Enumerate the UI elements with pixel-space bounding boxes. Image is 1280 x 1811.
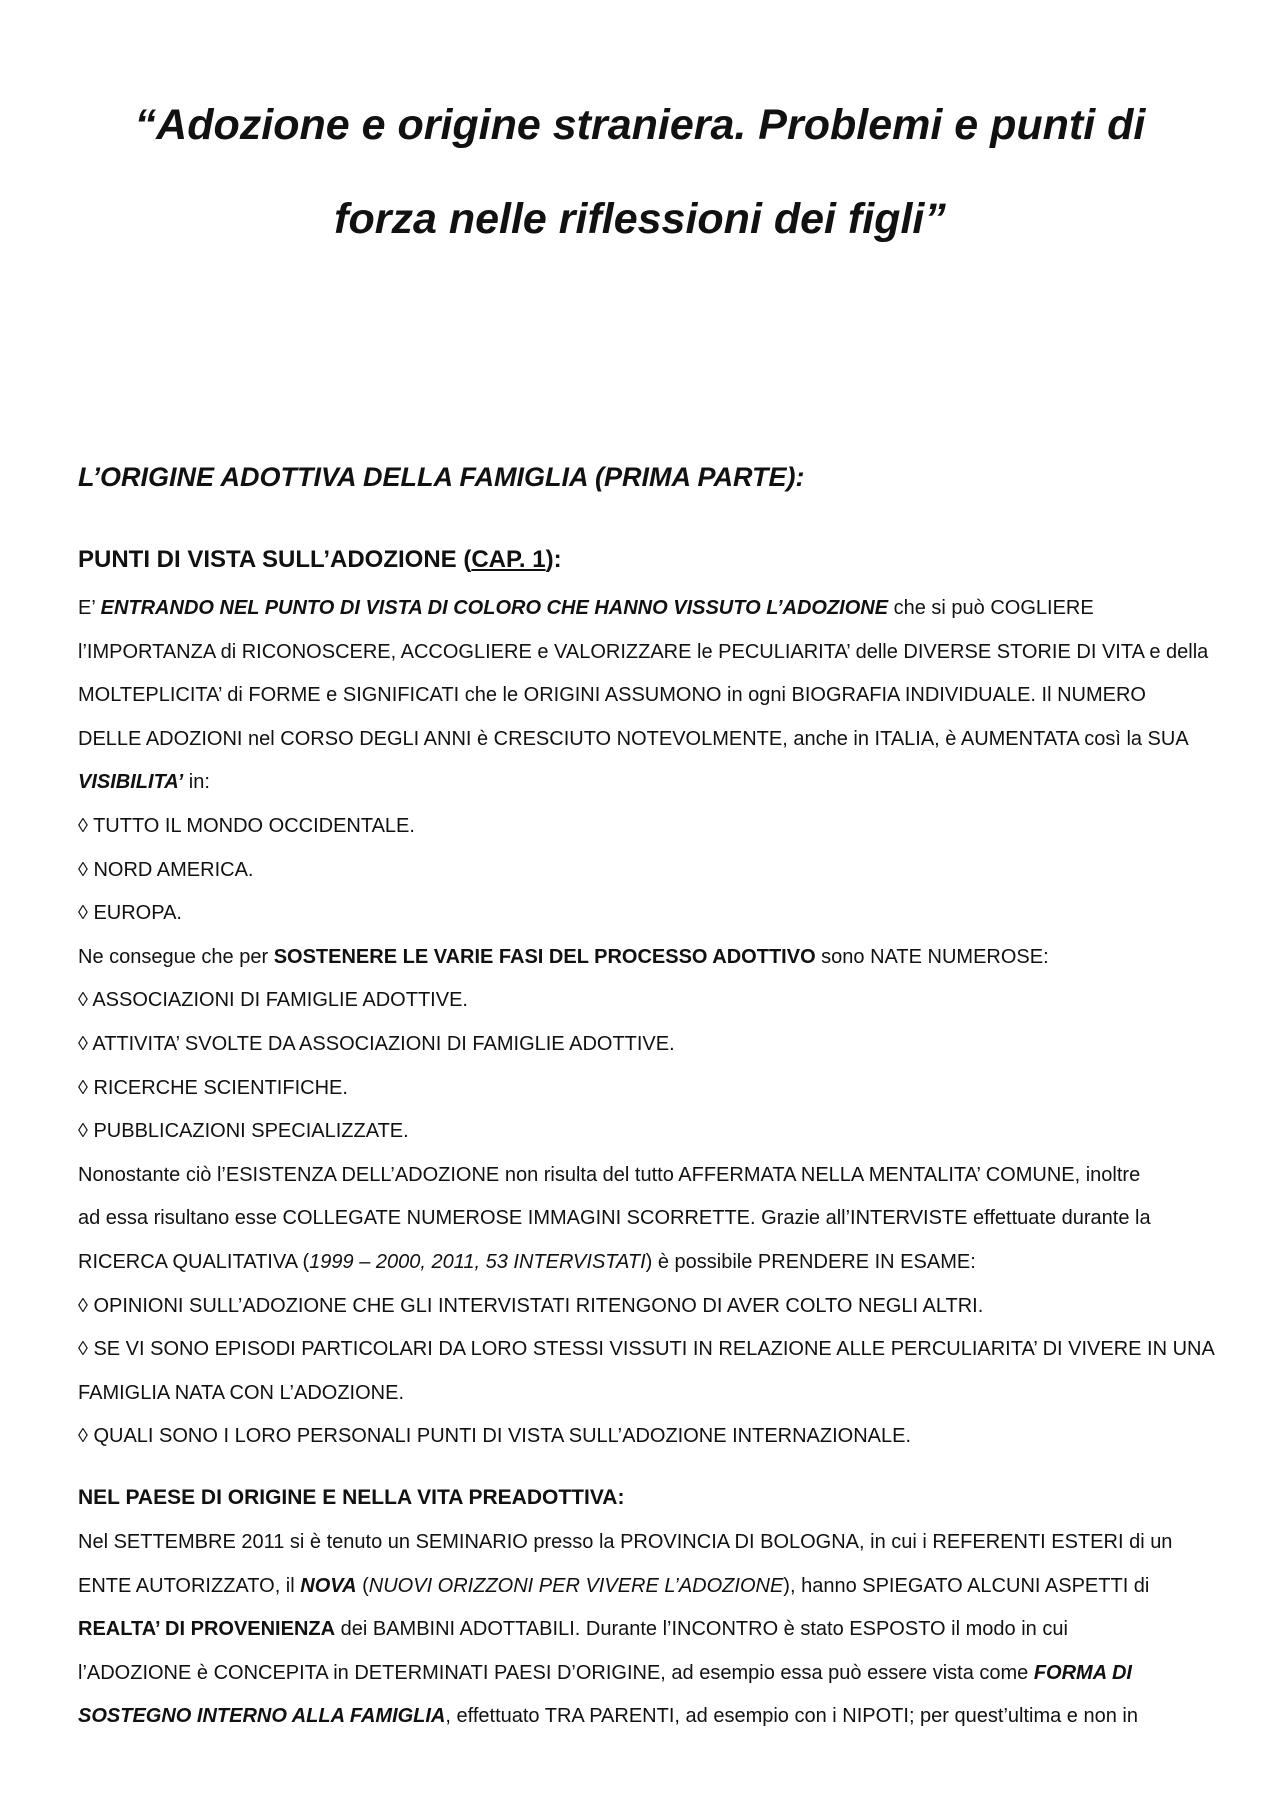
paragraph-4-line-5 xyxy=(78,1695,1208,1739)
section-heading: L’ORIGINE ADOTTIVA DELLA FAMIGLIA (PRIMA PARTE): xyxy=(78,462,805,492)
list-item: ◊ ASSOCIAZIONI DI FAMIGLIE ADOTTIVE. xyxy=(78,989,468,1012)
paragraph-1-line-1 xyxy=(78,587,1208,631)
document-title xyxy=(80,78,1200,266)
list-item: ◊ RICERCHE SCIENTIFICHE. xyxy=(78,1076,348,1099)
paragraph-4-line-3 xyxy=(78,1608,1208,1652)
text-run: ( xyxy=(356,1574,369,1597)
text-run: Ne consegue che per xyxy=(78,945,274,968)
text-run: ENTE AUTORIZZATO, il xyxy=(78,1574,301,1597)
list-item: ◊ PUBBLICAZIONI SPECIALIZZATE. xyxy=(78,1120,409,1143)
origin-heading: NEL PAESE DI ORIGINE E NELLA VITA PREADOTTIVA: xyxy=(78,1486,625,1509)
chapter-heading-suffix: ): xyxy=(545,546,562,573)
body-text-block-2 xyxy=(78,1521,1208,1739)
text-run: l’ADOZIONE è CONCEPITA in DETERMINATI PAESI D’ORIGINE, ad esempio essa può essere vista come xyxy=(78,1661,1034,1684)
italic-text: 1999 – 2000, 2011, 53 INTERVISTATI xyxy=(309,1250,646,1273)
paragraph-4-line-1: Nel SETTEMBRE 2011 si è tenuto un SEMINARIO presso la PROVINCIA DI BOLOGNA, in cui i REFERENTI ESTERI di un xyxy=(78,1531,1173,1553)
list-item: ◊ OPINIONI SULL’ADOZIONE CHE GLI INTERVISTATI RITENGONO DI AVER COLTO NEGLI ALTRI. xyxy=(78,1294,984,1317)
emphasis-text: NOVA xyxy=(300,1574,357,1597)
text-run: E’ xyxy=(78,597,101,619)
italic-text: NUOVI ORIZZONI PER VIVERE L’ADOZIONE xyxy=(368,1574,784,1597)
bold-text: REALTA’ DI PROVENIENZA xyxy=(78,1618,336,1641)
text-run: ), hanno SPIEGATO ALCUNI ASPETTI di xyxy=(783,1574,1150,1597)
text-run: sono NATE NUMEROSE: xyxy=(815,945,1049,968)
list-item: ◊ TUTTO IL MONDO OCCIDENTALE. xyxy=(78,814,415,837)
text-run: in: xyxy=(183,771,210,794)
list-item-continuation: FAMIGLIA NATA CON L’ADOZIONE. xyxy=(78,1381,404,1404)
list-item: ◊ ATTIVITA’ SVOLTE DA ASSOCIAZIONI DI FAMIGLIE ADOTTIVE. xyxy=(78,1032,675,1055)
chapter-heading xyxy=(78,546,562,574)
paragraph-1-line-5 xyxy=(78,761,1208,805)
paragraph-1-line-3: MOLTEPLICITA’ di FORME e SIGNIFICATI che le ORIGINI ASSUMONO in ogni BIOGRAFIA INDIVIDUALE. Il NUMERO xyxy=(78,684,1146,707)
paragraph-3-line-3 xyxy=(78,1241,1208,1285)
paragraph-3-line-2: ad essa risultano esse COLLEGATE NUMEROSE IMMAGINI SCORRETTE. Grazie all’INTERVISTE effettuate durante la xyxy=(78,1207,1151,1230)
text-run: che si può COGLIERE xyxy=(888,597,1094,619)
body-text-block-1 xyxy=(78,587,1215,1459)
paragraph-1-line-4: DELLE ADOZIONI nel CORSO DEGLI ANNI è CRESCIUTO NOTEVOLMENTE, anche in ITALIA, è AUMENTATA così la SUA xyxy=(78,727,1189,750)
text-run: ) è possibile PRENDERE IN ESAME: xyxy=(645,1250,976,1273)
list-item: ◊ SE VI SONO EPISODI PARTICOLARI DA LORO STESSI VISSUTI IN RELAZIONE ALLE PERCULIARITA’ DI VIVERE IN UNA xyxy=(78,1338,1215,1361)
emphasis-text: SOSTEGNO INTERNO ALLA FAMIGLIA xyxy=(78,1705,446,1728)
title-line-2: forza nelle riflessioni dei figli” xyxy=(334,195,946,243)
emphasis-text: VISIBILITA’ xyxy=(78,771,184,794)
emphasis-text: ENTRANDO NEL PUNTO DI VISTA DI COLORO CHE HANNO VISSUTO L’ADOZIONE xyxy=(100,597,889,619)
chapter-heading-prefix: PUNTI DI VISTA SULL’ADOZIONE ( xyxy=(78,546,472,573)
text-run: RICERCA QUALITATIVA ( xyxy=(78,1250,310,1273)
list-item: ◊ NORD AMERICA. xyxy=(78,858,254,881)
title-line-1: “Adozione e origine straniera. Problemi e punti di xyxy=(134,101,1146,149)
paragraph-4-line-2 xyxy=(78,1565,1208,1609)
paragraph-3-line-1: Nonostante ciò l’ESISTENZA DELL’ADOZIONE non risulta del tutto AFFERMATA NELLA MENTALITA’ COMUNE, inoltre xyxy=(78,1163,1141,1186)
bold-text: SOSTENERE LE VARIE FASI DEL PROCESSO ADOTTIVO xyxy=(273,945,816,968)
emphasis-text: FORMA DI xyxy=(1033,1661,1132,1684)
paragraph-2 xyxy=(78,936,1208,980)
list-item: ◊ EUROPA. xyxy=(78,902,182,925)
chapter-ref-link: CAP. 1 xyxy=(471,546,546,573)
paragraph-1-line-2: l’IMPORTANZA di RICONOSCERE, ACCOGLIERE e VALORIZZARE le PECULIARITA’ delle DIVERSE STORIE DI VITA e della xyxy=(78,640,1209,663)
text-run: dei BAMBINI ADOTTABILI. Durante l’INCONTRO è stato ESPOSTO il modo in cui xyxy=(335,1618,1068,1641)
paragraph-4-line-4 xyxy=(78,1652,1208,1696)
text-run: , effettuato TRA PARENTI, ad esempio con i NIPOTI; per quest’ultima e non in xyxy=(445,1705,1138,1728)
list-item: ◊ QUALI SONO I LORO PERSONALI PUNTI DI VISTA SULL’ADOZIONE INTERNAZIONALE. xyxy=(78,1425,912,1448)
